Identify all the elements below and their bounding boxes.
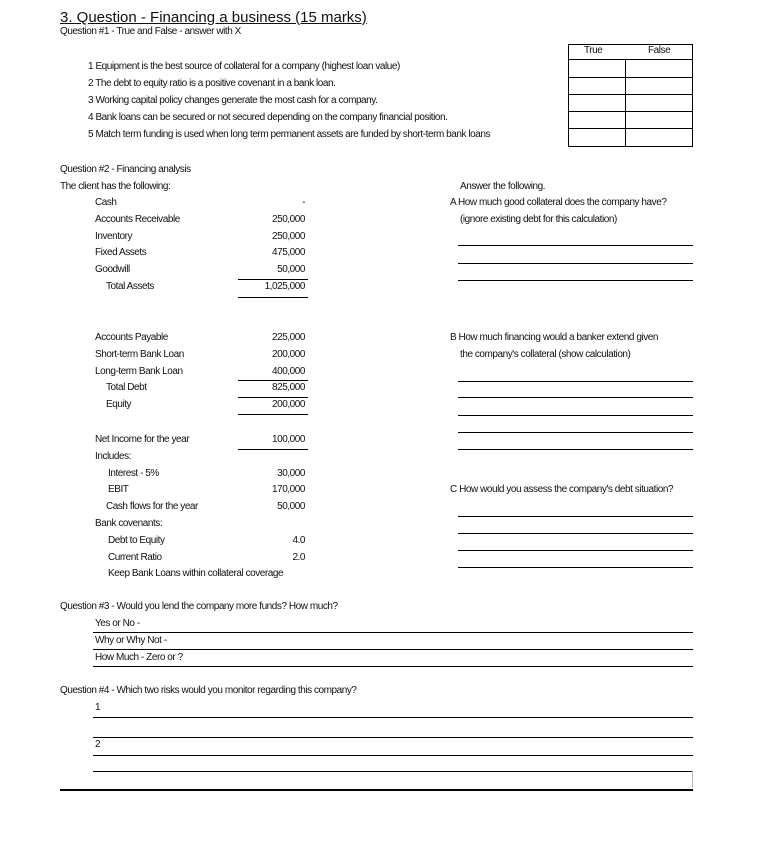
liability-value: 200,000 <box>272 399 305 411</box>
income-label: Cash flows for the year <box>106 501 198 513</box>
answer-line <box>93 632 693 633</box>
liability-label: Short-term Bank Loan <box>95 348 184 360</box>
asset-value: 1,025,000 <box>264 281 305 292</box>
q1-statement: 1 Equipment is the best source of collateral for a company (highest loan value) <box>88 61 400 72</box>
table-rule <box>568 94 693 95</box>
col-false: False <box>648 45 671 56</box>
asset-label: Inventory <box>95 230 133 242</box>
asset-value: 250,000 <box>272 213 305 225</box>
answer-line <box>458 245 693 246</box>
liability-value: 225,000 <box>272 332 305 343</box>
question-a: A How much good collateral does the company have? <box>450 197 667 208</box>
answer-line <box>93 649 693 650</box>
q4-risk-1: 1 <box>95 702 101 713</box>
subtotal-rule <box>238 279 308 280</box>
subtotal-rule <box>238 449 308 450</box>
income-label: Net Income for the year <box>95 434 190 445</box>
answer-line <box>93 771 693 772</box>
income-label: EBIT <box>108 484 129 496</box>
question-c: C How would you assess the company's debt situation? <box>450 484 674 495</box>
income-value: 100,000 <box>272 434 305 445</box>
asset-value: 50,000 <box>277 264 305 276</box>
income-label: Debt to Equity <box>108 534 165 546</box>
income-value: 170,000 <box>272 484 305 496</box>
q4-label: Question #4 - Which two risks would you monitor regarding this company? <box>60 685 357 696</box>
q3-how-much: How Much - Zero or ? <box>95 652 183 663</box>
asset-label: Total Assets <box>106 281 154 292</box>
answer-line <box>93 666 693 667</box>
asset-value: 475,000 <box>272 247 305 259</box>
q1-label: Question #1 - True and False - answer with X <box>60 26 241 37</box>
page-title: 3. Question - Financing a business (15 marks) <box>60 9 367 26</box>
table-rule <box>568 59 693 60</box>
answer-intro: Answer the following. <box>460 181 546 192</box>
cell-edge <box>692 771 693 788</box>
asset-value: 250,000 <box>272 230 305 242</box>
answer-line <box>458 432 693 433</box>
answer-line <box>93 717 693 718</box>
income-label: Current Ratio <box>108 551 162 563</box>
question-a-note: (ignore existing debt for this calculation) <box>460 214 617 225</box>
answer-line <box>93 737 693 738</box>
q1-statement: 4 Bank loans can be secured or not secured depending on the company financial position. <box>88 112 448 123</box>
income-label: Interest - 5% <box>108 467 159 479</box>
asset-value: - <box>302 197 305 208</box>
answer-line <box>458 449 693 450</box>
subtotal-rule <box>238 380 308 381</box>
q2-intro: The client has the following: <box>60 181 171 192</box>
liability-value: 200,000 <box>272 348 305 360</box>
col-true: True <box>584 45 603 56</box>
answer-line <box>458 397 693 398</box>
subtotal-rule <box>238 397 308 398</box>
total-rule <box>238 297 308 298</box>
asset-label: Goodwill <box>95 264 130 276</box>
table-rule <box>568 77 693 78</box>
income-label: Includes: <box>95 450 131 462</box>
answer-line <box>458 415 693 416</box>
income-label: Keep Bank Loans within collateral coverage <box>108 568 284 580</box>
asset-label: Fixed Assets <box>95 247 147 259</box>
liability-label: Equity <box>106 399 132 411</box>
income-value: 50,000 <box>277 501 305 513</box>
question-b: B How much financing would a banker extend given <box>450 332 658 343</box>
liability-label: Total Debt <box>106 382 147 394</box>
liability-label: Long-term Bank Loan <box>95 365 183 377</box>
answer-line <box>458 516 693 517</box>
answer-line <box>458 263 693 264</box>
q1-statement: 2 The debt to equity ratio is a positive covenant in a bank loan. <box>88 78 336 89</box>
subtotal-rule <box>238 414 308 415</box>
q2-label: Question #2 - Financing analysis <box>60 164 191 175</box>
q3-label: Question #3 - Would you lend the company more funds? How much? <box>60 601 338 612</box>
asset-label: Accounts Receivable <box>95 213 180 225</box>
table-rule <box>568 111 693 112</box>
q4-risk-2: 2 <box>95 739 101 750</box>
income-value: 30,000 <box>277 467 305 479</box>
q1-statement: 3 Working capital policy changes generate the most cash for a company. <box>88 95 378 106</box>
answer-line <box>458 381 693 382</box>
income-label: Bank covenants: <box>95 518 163 529</box>
income-value: 4.0 <box>292 534 305 546</box>
liability-label: Accounts Payable <box>95 332 168 343</box>
answer-line <box>458 567 693 568</box>
liability-value: 825,000 <box>272 382 305 394</box>
answer-line <box>458 280 693 281</box>
liability-value: 400,000 <box>272 365 305 377</box>
bottom-rule <box>60 789 693 791</box>
income-value: 2.0 <box>292 551 305 563</box>
q1-statement: 5 Match term funding is used when long term permanent assets are funded by short-term bank loans <box>88 129 491 140</box>
answer-line <box>458 533 693 534</box>
answer-line <box>93 755 693 756</box>
table-rule <box>568 128 693 129</box>
question-b-note: the company's collateral (show calculation) <box>460 349 631 360</box>
asset-label: Cash <box>95 197 117 208</box>
q3-why: Why or Why Not - <box>95 635 167 646</box>
table-divider <box>625 59 626 147</box>
q3-yes-no: Yes or No - <box>95 618 140 629</box>
answer-line <box>458 550 693 551</box>
